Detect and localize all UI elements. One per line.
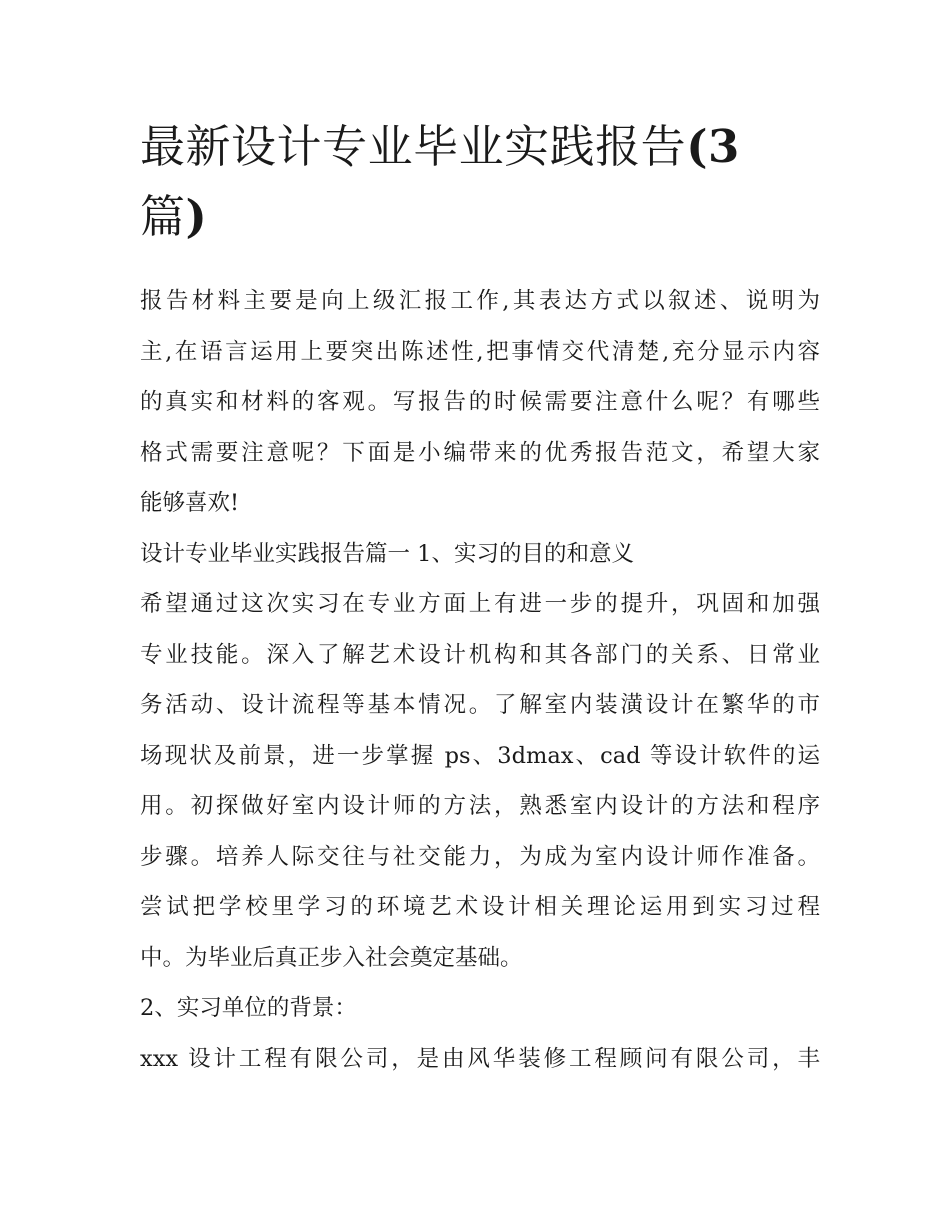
body-line: 希望通过这次实习在专业方面上有进一步的提升，巩固和加强: [140, 591, 820, 617]
body-line: 的真实和材料的客观。写报告的时候需要注意什么呢？有哪些: [140, 389, 820, 415]
body-line: 报告材料主要是向上级汇报工作,其表达方式以叙述、说明为: [140, 288, 820, 314]
title-line: 最新设计专业毕业实践报告(3: [140, 120, 740, 173]
body-line: 主,在语言运用上要突出陈述性,把事情交代清楚,充分显示内容: [140, 338, 820, 365]
document-body: [140, 276, 820, 1084]
body-line: 尝试把学校里学习的环境艺术设计相关理论运用到实习过程: [140, 894, 820, 920]
body-line: 2、实习单位的背景：: [140, 995, 357, 1021]
title-line: 篇): [140, 190, 208, 243]
body-line: 场现状及前景，进一步掌握 ps、3dmax、cad 等设计软件的运: [140, 742, 820, 769]
body-line: 务活动、设计流程等基本情况。了解室内装潢设计在繁华的市: [140, 692, 820, 718]
body-line: 中。为毕业后真正步入社会奠定基础。: [140, 944, 523, 971]
body-line: 用。初探做好室内设计师的方法，熟悉室内设计的方法和程序: [140, 793, 820, 819]
body-line: xxx 设计工程有限公司，是由风华装修工程顾问有限公司，丰: [140, 1045, 820, 1072]
body-line: 能够喜欢!: [140, 490, 240, 516]
body-line: 专业技能。深入了解艺术设计机构和其各部门的关系、日常业: [140, 641, 820, 668]
body-line: 步骤。培养人际交往与社交能力，为成为室内设计师作准备。: [140, 843, 820, 870]
body-line: 格式需要注意呢？下面是小编带来的优秀报告范文，希望大家: [140, 439, 820, 466]
body-line: 设计专业毕业实践报告篇一 1、实习的目的和意义: [140, 540, 634, 567]
document-title: [140, 112, 820, 252]
